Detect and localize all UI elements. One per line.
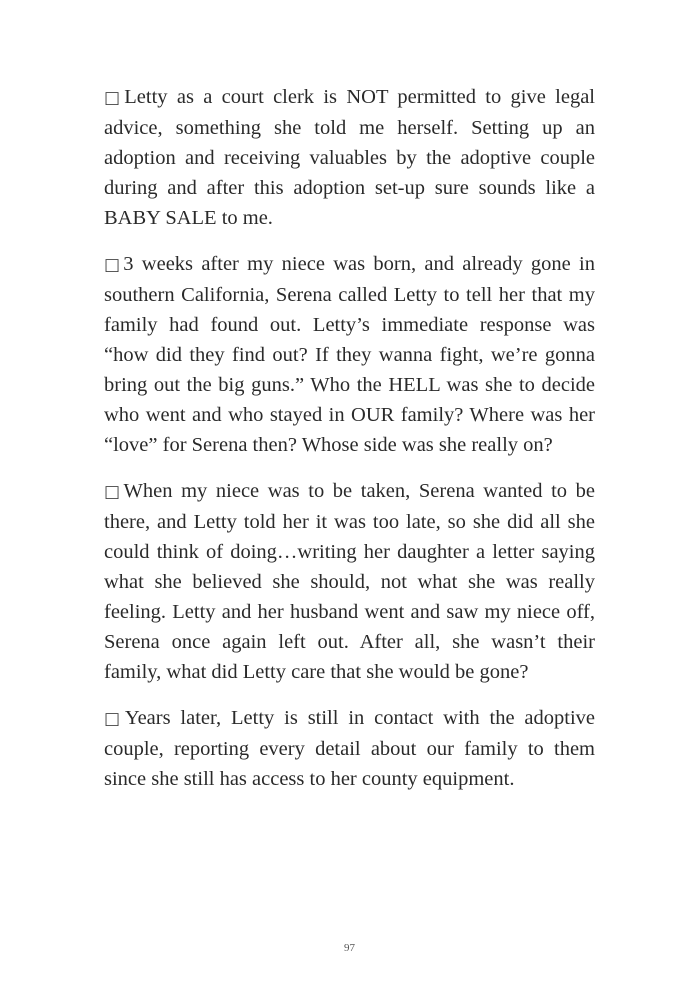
page-number: 97 — [344, 942, 355, 954]
bullet-box-icon: □ — [104, 255, 124, 275]
paragraph-4 — [104, 703, 595, 794]
paragraph-text: Letty as a court clerk is NOT permitted to give legal advice, something she told me herself. Setting up an adoption and receiving valuables by the adoptive couple during and after this adoption set-up sure sounds like a BABY SALE to me. — [104, 86, 596, 229]
paragraph-text: Years later, Letty is still in contact with the adoptive couple, reporting every detail about our family to them since she still has access to her county equipment. — [104, 707, 595, 790]
body-text — [104, 82, 595, 810]
bullet-box-icon: □ — [104, 88, 125, 108]
paragraph-text: When my niece was to be taken, Serena wanted to be there, and Letty told her it was too late, so she did all she could think of doing…writing her daughter a letter saying what she believed she should, not what she was really feeling. Letty and her husband went and saw my niece off, Serena once again left out. After all, she wasn’t their family, what did Letty care that she would be gone? — [104, 480, 595, 683]
paragraph-3 — [104, 476, 595, 687]
paragraph-2 — [104, 249, 595, 460]
paragraph-1 — [104, 82, 595, 233]
bullet-box-icon: □ — [104, 482, 124, 502]
bullet-box-icon: □ — [104, 709, 125, 729]
paragraph-text: 3 weeks after my niece was born, and already gone in southern California, Serena called Letty to tell her that my family had found out. Letty’s immediate response was “how did they find out? If they wanna fight, we’re gonna bring out the big guns.” Who the HELL was she to decide who went and who stayed in OUR family? Where was her “love” for Serena then? Whose side was she really on? — [104, 253, 596, 456]
